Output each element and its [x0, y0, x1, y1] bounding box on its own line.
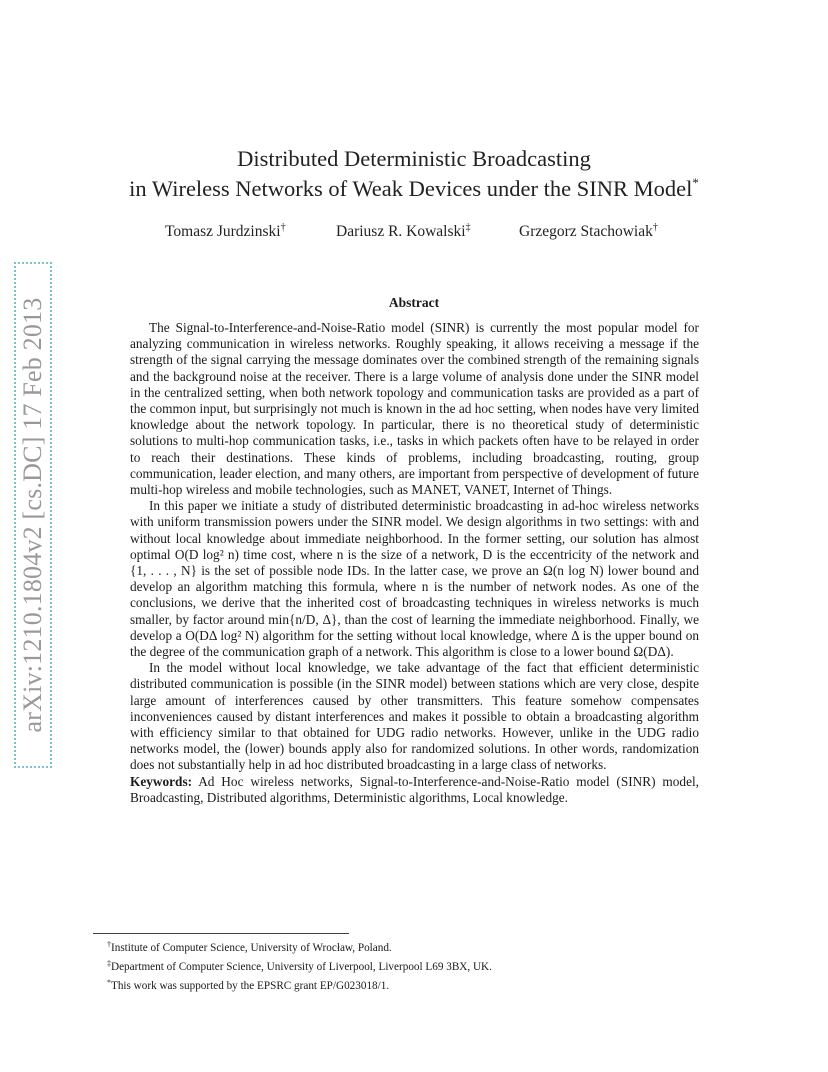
keywords	[130, 774, 699, 806]
footnote-text: Institute of Computer Science, University of Wrocław, Poland.	[111, 942, 392, 954]
title-line-2-text: in Wireless Networks of Weak Devices under the SINR Model	[129, 176, 693, 201]
author-affiliation-mark: †	[280, 222, 286, 233]
footnote-text: This work was supported by the EPSRC grant EP/G023018/1.	[111, 980, 390, 992]
abstract-body	[130, 320, 699, 806]
abstract-heading: Abstract	[388, 295, 440, 310]
arxiv-stamp	[14, 262, 52, 768]
author-name: Dariusz R. Kowalski	[336, 223, 466, 240]
keywords-text: Ad Hoc wireless networks, Signal-to-Interference-and-Noise-Ratio model (SINR) model, Broadcasting, Distributed algorithms, Deterministic algorithms, Local knowledge.	[130, 773, 699, 805]
abstract-paragraph-1: The Signal-to-Interference-and-Noise-Ratio model (SINR) is currently the most popular model for analyzing communication in wireless networks. Roughly speaking, it allows receiving a message if the strength of the signal carrying the message dominates over the combined strength of the remaining signals and the background noise at the receiver. There is a large volume of analysis done under the SINR model in the centralized setting, when both network topology and communication tasks are provided as a part of the common input, but surprisingly not much is known in the ad hoc setting, when nodes have very limited knowledge about the network topology. In particular, there is no theoretical study of deterministic solutions to multi-hop communication tasks, i.e., tasks in which packets often have to be relayed in order to reach their destinations. These kinds of problems, including broadcasting, routing, group communication, leader election, and many others, are important from perspective of development of future multi-hop wireless and mobile technologies, such as MANET, VANET, Internet of Things.	[130, 320, 699, 498]
footnote-divider	[93, 933, 349, 934]
paper-title-line-1	[0, 146, 828, 172]
paper-title-line-2	[0, 175, 828, 202]
footnote-mark: ‡	[107, 959, 111, 968]
author-2	[336, 222, 471, 241]
footnote-2	[107, 956, 727, 975]
footnote-1	[107, 937, 727, 956]
arxiv-identifier: arXiv:1210.1804v2 [cs.DC] 17 Feb 2013	[18, 297, 47, 733]
author-name: Grzegorz Stachowiak	[519, 223, 653, 240]
author-affiliation-mark: †	[652, 222, 658, 233]
footnotes	[107, 937, 727, 994]
author-affiliation-mark: ‡	[465, 222, 471, 233]
keywords-label: Keywords:	[130, 773, 193, 789]
author-1	[165, 222, 286, 241]
title-footnote-mark: *	[692, 175, 699, 190]
footnote-mark: *	[107, 978, 111, 987]
title-line-1-text: Distributed Deterministic Broadcasting	[237, 146, 591, 171]
author-name: Tomasz Jurdzinski	[165, 223, 281, 240]
footnote-mark: †	[107, 940, 111, 949]
author-3	[519, 222, 658, 241]
footnote-3	[107, 975, 727, 994]
abstract-paragraph-2: In this paper we initiate a study of distributed deterministic broadcasting in ad-hoc wireless networks with uniform transmission powers under the SINR model. We design algorithms in two settings: with and without local knowledge about immediate neighborhood. In the former setting, our solution has almost optimal O(D log² n) time cost, where n is the size of a network, D is the eccentricity of the network and {1, . . . , N} is the set of possible node IDs. In the latter case, we prove an Ω(n log N) lower bound and develop an algorithm matching this formula, where n is the number of network nodes. As one of the conclusions, we derive that the inherited cost of broadcasting techniques in wireless networks is much smaller, by factor around min{n/D, Δ}, than the cost of learning the immediate neighborhood. Finally, we develop a O(DΔ log² N) algorithm for the setting without local knowledge, where Δ is the upper bound on the degree of the communication graph of a network. This algorithm is close to a lower bound Ω(DΔ).	[130, 498, 699, 660]
footnote-text: Department of Computer Science, University of Liverpool, Liverpool L69 3BX, UK.	[111, 961, 492, 973]
abstract-paragraph-3: In the model without local knowledge, we take advantage of the fact that efficient deterministic distributed communication is possible (in the SINR model) between stations which are very close, despite large amount of interferences caused by other transmitters. This feature somehow compensates inconveniences caused by distant interferences and makes it possible to obtain a broadcasting algorithm with efficiency similar to that obtained for UDG radio networks. However, unlike in the UDG radio networks model, the (lower) bounds apply also for randomized solutions. In other words, randomization does not substantially help in ad hoc distributed broadcasting in a large class of networks.	[130, 660, 699, 773]
